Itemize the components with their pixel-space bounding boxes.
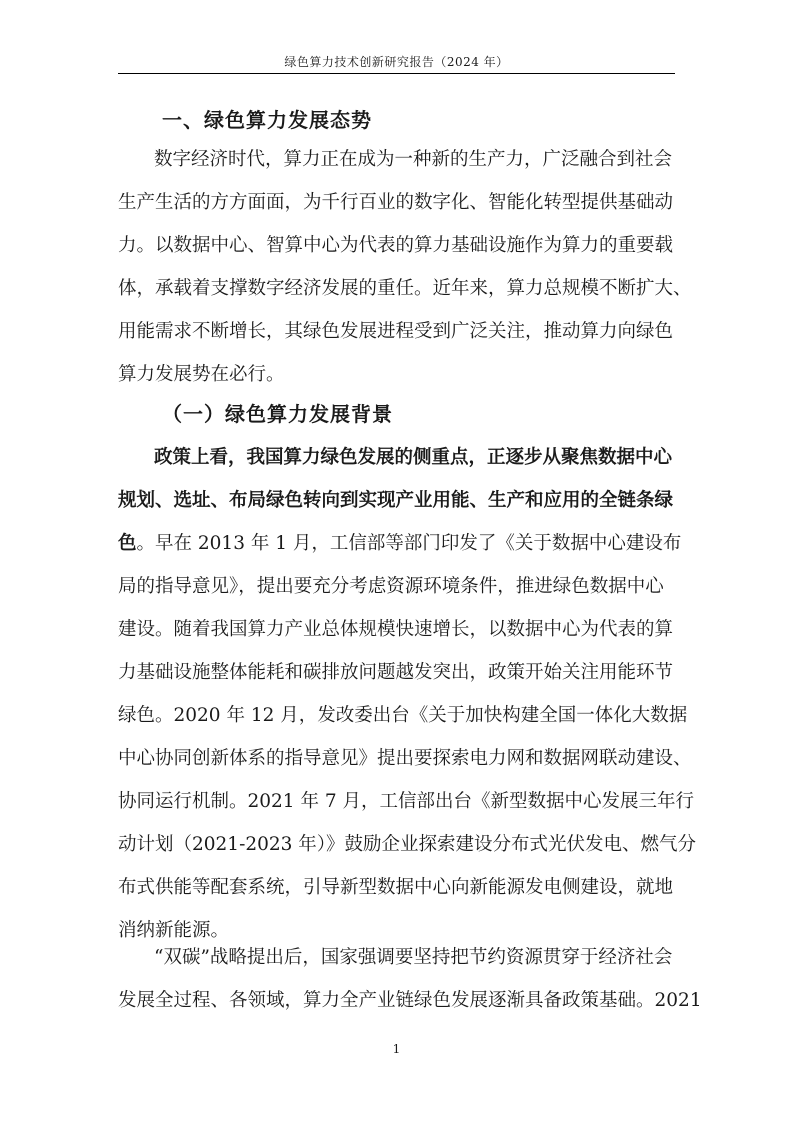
paragraph-line: 力基础设施整体能耗和碳排放问题越发突出，政策开始关注用能环节 — [118, 662, 674, 683]
paragraph-line-bold: 规划、选址、布局绿色转向到实现产业用能、生产和应用的全链条绿 — [118, 490, 674, 511]
paragraph-line: 绿色。2020 年 12 月，发改委出台《关于加快构建全国一体化大数据 — [118, 705, 688, 726]
paragraph-line: 用能需求不断增长，其绿色发展进程受到广泛关注，推动算力向绿色 — [118, 321, 674, 342]
paragraph-line: 算力发展势在必行。 — [118, 364, 285, 385]
section-heading: 一、绿色算力发展态势 — [162, 108, 372, 132]
paragraph-line — [118, 528, 681, 560]
running-header: 绿色算力技术创新研究报告（2024 年） — [284, 55, 509, 69]
paragraph-line: “双碳”战略提出后，国家强调要坚持把节约资源贯穿于经济社会 — [154, 947, 673, 968]
paragraph-line: 体，承载着支撑数字经济发展的重任。近年来，算力总规模不断扩大、 — [118, 278, 692, 299]
page-number: 1 — [392, 1042, 401, 1056]
bold-lead: 色 — [118, 533, 137, 554]
paragraph-line: 力。以数据中心、智算中心为代表的算力基础设施作为算力的重要载 — [118, 235, 674, 256]
paragraph-line: 数字经济时代，算力正在成为一种新的生产力，广泛融合到社会 — [154, 149, 673, 170]
paragraph-line: 消纳新能源。 — [118, 920, 230, 941]
paragraph-line: 局的指导意见》，提出要充分考虑资源环境条件，推进绿色数据中心 — [118, 576, 664, 597]
header-rule — [118, 73, 675, 74]
subsection-heading: （一）绿色算力发展背景 — [162, 402, 393, 426]
line-rest: 。早在 2013 年 1 月，工信部等部门印发了《关于数据中心建设布 — [136, 533, 682, 554]
paragraph-line: 动计划（2021-2023 年）》鼓励企业探索建设分布式光伏发电、燃气分 — [118, 834, 697, 855]
paragraph-line-bold: 政策上看，我国算力绿色发展的侧重点，正逐步从聚焦数据中心 — [154, 447, 673, 468]
paragraph-line: 发展全过程、各领域，算力全产业链绿色发展逐渐具备政策基础。2021 — [118, 990, 702, 1011]
paragraph-line: 布式供能等配套系统，引导新型数据中心向新能源发电侧建设，就地 — [118, 877, 674, 898]
paragraph-line: 中心协同创新体系的指导意见》提出要探索电力网和数据网联动建设、 — [118, 748, 692, 769]
paragraph-line: 建设。随着我国算力产业总体规模快速增长，以数据中心为代表的算 — [118, 619, 674, 640]
paragraph-line: 协同运行机制。2021 年 7 月，工信部出台《新型数据中心发展三年行 — [118, 791, 694, 812]
paragraph-line: 生产生活的方方面面，为千行百业的数字化、智能化转型提供基础动 — [118, 192, 674, 213]
